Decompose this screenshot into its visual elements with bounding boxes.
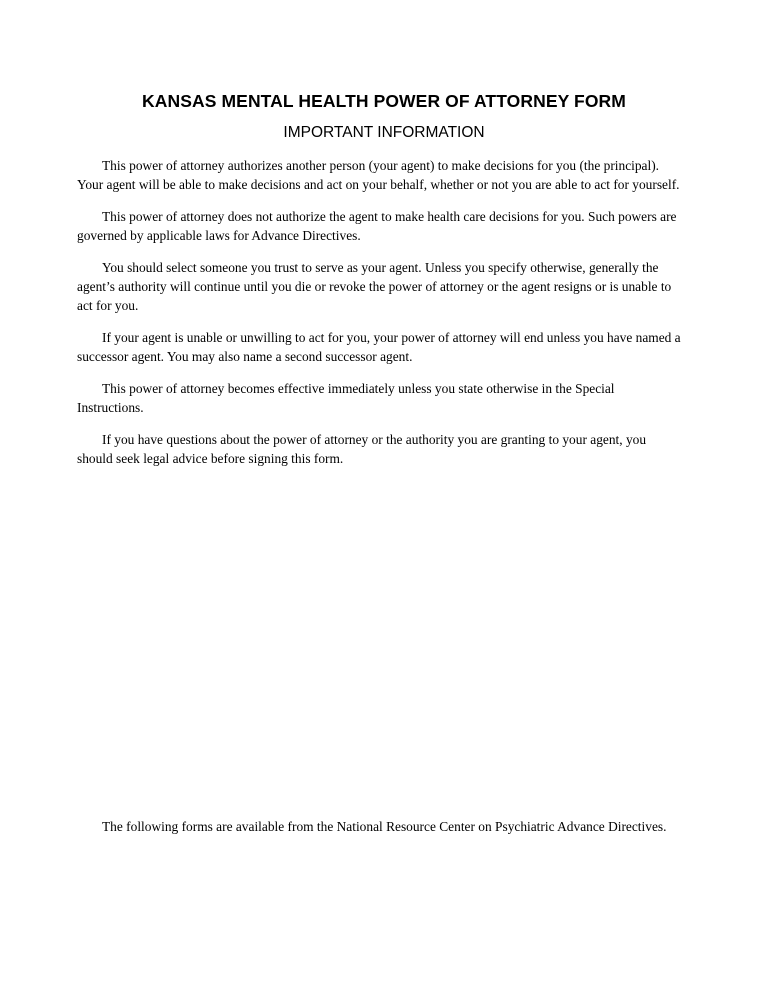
paragraph-forms-available: The following forms are available from the National Resource Center on Psychiatric Advance Directives. bbox=[102, 819, 667, 834]
paragraph-successor-agent: If your agent is unable or unwilling to act for you, your power of attorney will end unless you have named a successor agent. You may also name a second successor agent. bbox=[77, 330, 681, 364]
paragraph-not-health-care: This power of attorney does not authorize the agent to make health care decisions for you. Such powers are governed by applicable laws for Advance Directives. bbox=[77, 209, 677, 243]
document-subtitle: IMPORTANT INFORMATION bbox=[283, 124, 485, 141]
paragraph-authorizes-agent: This power of attorney authorizes another person (your agent) to make decisions for you (the principal). Your agent will be able to make decisions and act on your behalf, whether or not you are able to act for yourself. bbox=[77, 158, 680, 192]
document-title: KANSAS MENTAL HEALTH POWER OF ATTORNEY FORM bbox=[142, 91, 626, 111]
paragraph-effective-immediately: This power of attorney becomes effective immediately unless you state otherwise in the Special Instructions. bbox=[77, 381, 615, 415]
document-body bbox=[77, 156, 684, 834]
paragraph-select-agent: You should select someone you trust to serve as your agent. Unless you specify otherwise, generally the agent’s authority will continue until you die or revoke the power of attorney or the agent resigns or is unable to act for you. bbox=[77, 260, 672, 313]
paragraph-legal-advice: If you have questions about the power of attorney or the authority you are granting to your agent, you should seek legal advice before signing this form. bbox=[77, 432, 647, 466]
